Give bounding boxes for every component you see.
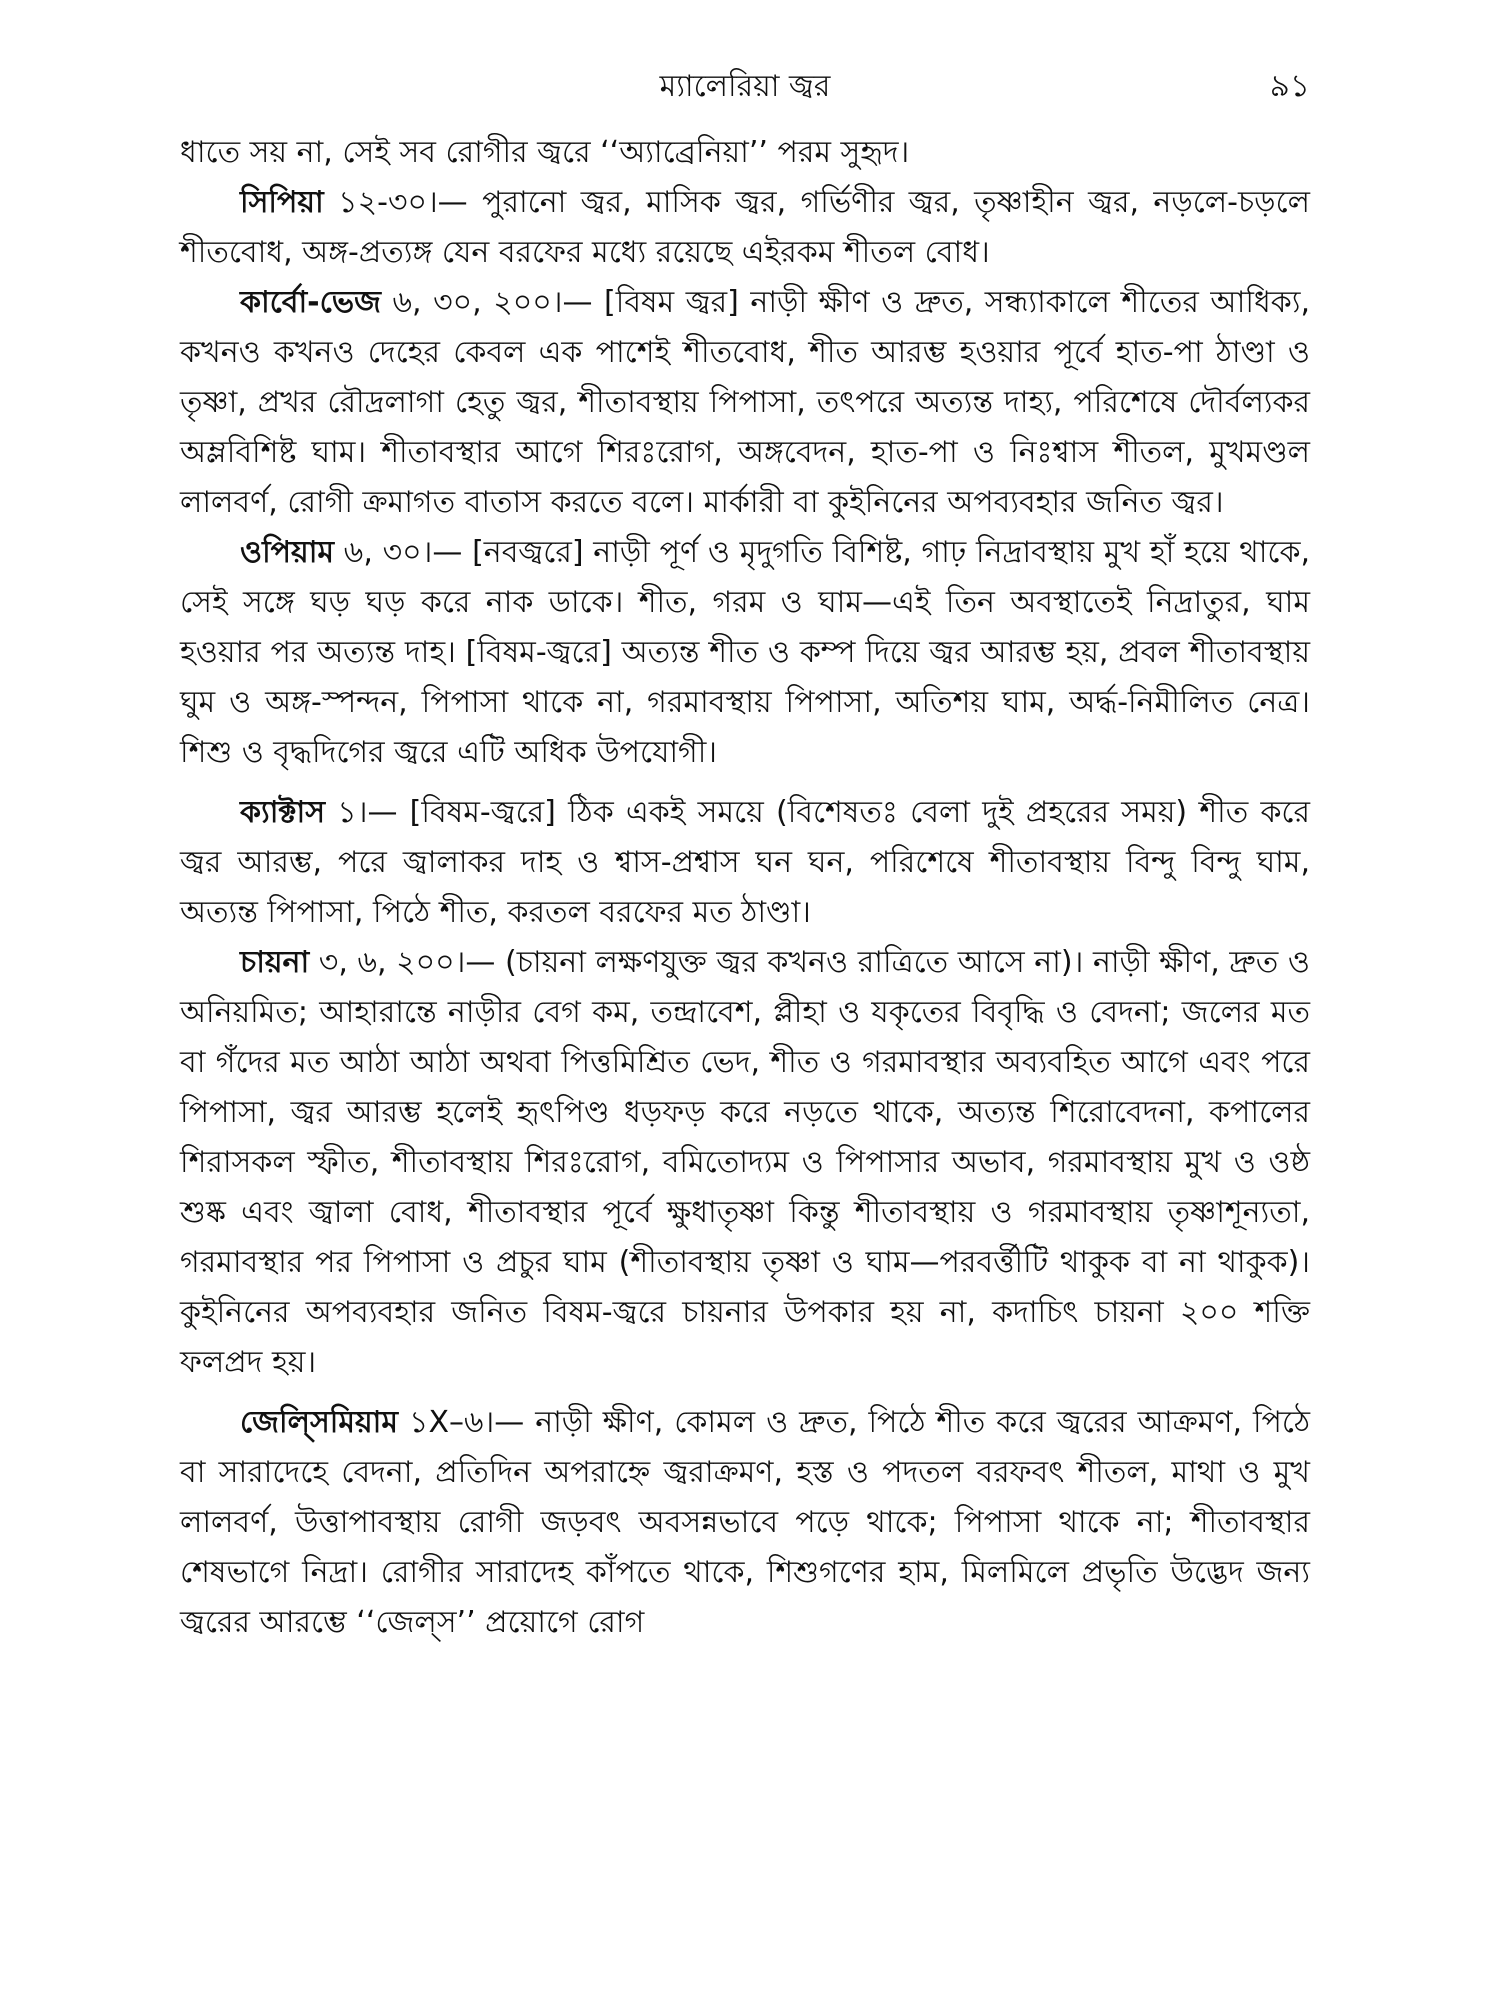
paragraph-cactus [180, 788, 1310, 938]
paragraph-text: ১।— [বিষম-জ্বরে] ঠিক একই সময়ে (বিশেষতঃ বেলা দুই প্রহরের সময়) শীত করে জ্বর আরম্ভ, পরে জ্বালাকর দাহ ও শ্বাস-প্রশ্বাস ঘন ঘন, পরিশেষে শীতাবস্থায় বিন্দু বিন্দু ঘাম, অত্যন্ত পিপাসা, পিঠে শীত, করতল বরফের মত ঠাণ্ডা। [180, 795, 1310, 930]
paragraph-text: ১২-৩০।— পুরানো জ্বর, মাসিক জ্বর, গর্ভিণীর জ্বর, তৃষ্ণাহীন জ্বর, নড়লে-চড়লে শীতবোধ, অঙ্গ-প্রত্যঙ্গ যেন বরফের মধ্যে রয়েছে এইরকম শীতল বোধ। [180, 185, 1310, 270]
remedy-name: ওপিয়াম [240, 535, 335, 570]
remedy-name: চায়না [240, 945, 310, 980]
page-number: ৯১ [1269, 68, 1310, 104]
remedy-name: সিপিয়া [240, 185, 324, 220]
page-header [180, 58, 1310, 118]
paragraph-text: ৬, ৩০।— [নবজ্বরে] নাড়ী পূর্ণ ও মৃদুগতি বিশিষ্ট, গাঢ় নিদ্রাবস্থায় মুখ হাঁ হয়ে থাকে, সেই সঙ্গে ঘড় ঘড় করে নাক ডাকে। শীত, গরম ও ঘাম—এই তিন অবস্থাতেই নিদ্রাতুর, ঘাম হওয়ার পর অত্যন্ত দাহ। [বিষম-জ্বরে] অত্যন্ত শীত ও কম্প দিয়ে জ্বর আরম্ভ হয়, প্রবল শীতাবস্থায় ঘুম ও অঙ্গ-স্পন্দন, পিপাসা থাকে না, গরমাবস্থায় পিপাসা, অতিশয় ঘাম, অর্দ্ধ-নিমীলিত নেত্র। শিশু ও বৃদ্ধদিগের জ্বরে এটি অধিক উপযোগী। [180, 535, 1310, 770]
paragraph-opium [180, 528, 1310, 778]
paragraph-carbo-veg [180, 278, 1310, 528]
remedy-name: ক্যাক্টাস [240, 795, 326, 830]
remedy-name: জেল্সিমিয়াম [240, 1405, 399, 1440]
body-text [180, 128, 1310, 1648]
paragraph-gelsemium [180, 1398, 1310, 1648]
running-title: ম্যালেরিয়া জ্বর [659, 69, 831, 104]
paragraph-china [180, 938, 1310, 1388]
paragraph-sepia [180, 178, 1310, 278]
paragraph-text: ৩, ৬, ২০০।— (চায়না লক্ষণযুক্ত জ্বর কখনও রাত্রিতে আসে না)। নাড়ী ক্ষীণ, দ্রুত ও অনিয়মিত; আহারান্তে নাড়ীর বেগ কম, তন্দ্রাবেশ, প্লীহা ও যকৃতের বিবৃদ্ধি ও বেদনা; জলের মত বা গঁদের মত আঠা আঠা অথবা পিত্তমিশ্রিত ভেদ, শীত ও গরমাবস্থার অব্যবহিত আগে এবং পরে পিপাসা, জ্বর আরম্ভ হলেই হৃৎপিণ্ড ধড়ফড় করে নড়তে থাকে, অত্যন্ত শিরোবেদনা, কপালের শিরাসকল স্ফীত, শীতাবস্থায় শিরঃরোগ, বমিতোদ্যম ও পিপাসার অভাব, গরমাবস্থায় মুখ ও ওষ্ঠ শুষ্ক এবং জ্বালা বোধ, শীতাবস্থার পূর্বে ক্ষুধাতৃষ্ণা কিন্তু শীতাবস্থায় ও গরমাবস্থায় তৃষ্ণাশূন্যতা, গরমাবস্থার পর পিপাসা ও প্রচুর ঘাম (শীতাবস্থায় তৃষ্ণা ও ঘাম—পরবর্ত্তীটি থাকুক বা না থাকুক)। কুইনিনের অপব্যবহার জনিত বিষম-জ্বরে চায়নার উপকার হয় না, কদাচিৎ চায়না ২০০ শক্তি ফলপ্রদ হয়। [180, 945, 1310, 1380]
remedy-name: কার্বো-ভেজ [240, 285, 381, 320]
paragraph-text: ১X–৬।— নাড়ী ক্ষীণ, কোমল ও দ্রুত, পিঠে শীত করে জ্বরের আক্রমণ, পিঠে বা সারাদেহে বেদনা, প্রতিদিন অপরাহ্নে জ্বরাক্রমণ, হস্ত ও পদতল বরফবৎ শীতল, মাথা ও মুখ লালবর্ণ, উত্তাপাবস্থায় রোগী জড়বৎ অবসন্নভাবে পড়ে থাকে; পিপাসা থাকে না; শীতাবস্থার শেষভাগে নিদ্রা। রোগীর সারাদেহ কাঁপতে থাকে, শিশুগণের হাম, মিলমিলে প্রভৃতি উদ্ভেদ জন্য জ্বরের আরম্ভে ‘‘জেল্স’’ প্রয়োগে রোগ [180, 1405, 1310, 1640]
paragraph-continuation [180, 128, 1310, 178]
paragraph-text: ৬, ৩০, ২০০।— [বিষম জ্বর] নাড়ী ক্ষীণ ও দ্রুত, সন্ধ্যাকালে শীতের আধিক্য, কখনও কখনও দেহের কেবল এক পাশেই শীতবোধ, শীত আরম্ভ হওয়ার পূর্বে হাত-পা ঠাণ্ডা ও তৃষ্ণা, প্রখর রৌদ্রলাগা হেতু জ্বর, শীতাবস্থায় পিপাসা, তৎপরে অত্যন্ত দাহ্য, পরিশেষে দৌর্বল্যকর অম্লবিশিষ্ট ঘাম। শীতাবস্থার আগে শিরঃরোগ, অঙ্গবেদন, হাত-পা ও নিঃশ্বাস শীতল, মুখমণ্ডল লালবর্ণ, রোগী ক্রমাগত বাতাস করতে বলে। মার্কারী বা কুইনিনের অপব্যবহার জনিত জ্বর। [180, 285, 1310, 520]
paragraph-text: ধাতে সয় না, সেই সব রোগীর জ্বরে ‘‘অ্যাব্রেনিয়া’’ পরম সুহৃদ। [180, 135, 910, 170]
